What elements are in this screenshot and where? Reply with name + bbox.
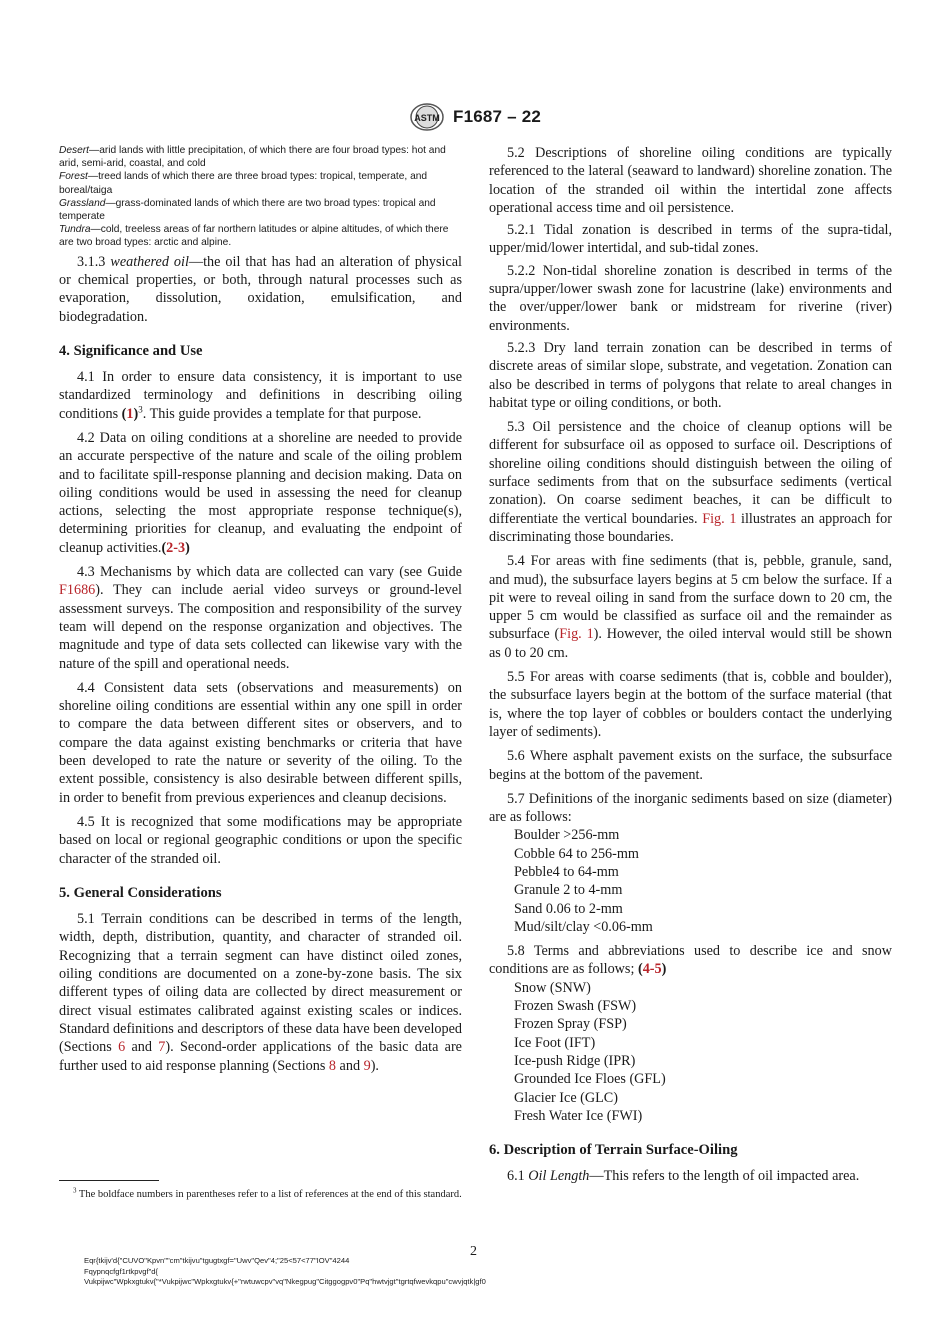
list-item: Pebble4 to 64-mm [514, 863, 619, 880]
definition-forest: Forest—treed lands of which there are three broad types: tropical, temperate, and boreal/taiga [59, 171, 428, 196]
list-item: Frozen Swash (FSW) [514, 998, 637, 1015]
guide-link-f1686[interactable]: F1686 [59, 582, 96, 599]
page-number: 2 [470, 1244, 477, 1259]
document-id: F1687 – 22 [452, 107, 541, 126]
list-item: Sand 0.06 to 2-mm [514, 900, 623, 917]
section-link-8[interactable]: 8 [328, 1057, 336, 1074]
paragraph-5-7: 5.7 Definitions of the inorganic sediments based on size (diameter) are as follows: [489, 790, 892, 826]
paragraph-3-1-3: 3.1.3 weathered oil—the oil that has had an alteration of physical or chemical properties, or both, through natural processes such as evaporation, dissolution, oxidation, emulsification, and biodegradation. [59, 253, 462, 325]
paragraph-5-2-3: 5.2.3 Dry land terrain zonation can be described in terms of discrete areas of similar slope, substrate, and vegetation. Zonation can also be described in terms of polygons that relate to areal changes in habitat type or oiling conditions, or both. [489, 339, 892, 411]
list-item: Grounded Ice Floes (GFL) [514, 1071, 666, 1088]
list-item: Frozen Spray (FSP) [514, 1016, 627, 1033]
paragraph-4-4: 4.4 Consistent data sets (observations and measurements) on shoreline oiling conditions are essential within any one spill in order to compare the data between different sites or observers, and to compare the data against existing benchmarks or criteria that have been developed to rate the nature or severity of the oiling. To the extent possible, consistency is also desirable between different spills, in order to benefit from previous experiences and cleanup decisions. [59, 679, 462, 806]
paragraph-5-1: 5.1 Terrain conditions can be described in terms of the length, width, depth, distribution, quantity, and character of stranded oil. Recognizing that a terrain segment can have distinct oiled zones, oiling conditions are documented on a zone-by-zone basis. The six different types of oiling data are collected by direct measurement or direct visual estimates calibrated against existing scales or indices. Standard definitions and descriptors of these data have been developed (Sections 6 and 7). Second-order applications of the basic data are further used to aid response planning (Sections 8 and 9). [59, 911, 462, 1074]
left-column [59, 144, 462, 1075]
section-link-6[interactable]: 6 [118, 1039, 126, 1056]
paragraph-5-8: 5.8 Terms and abbreviations used to describe ice and snow conditions are as follows; (4-5) [489, 943, 892, 978]
section-link-7[interactable]: 7 [158, 1039, 166, 1056]
section-link-9[interactable]: 9 [363, 1057, 371, 1074]
list-item: Boulder >256-mm [514, 827, 620, 844]
page-header [0, 100, 950, 134]
terrain-definitions [59, 144, 462, 250]
reference-link-1[interactable]: 1 [126, 405, 134, 422]
paragraph-4-2: 4.2 Data on oiling conditions at a shoreline are needed to provide an accurate perspective of the nature and scale of the oiling problem and to facilitate spill-response planning and decision making. Data on oiling conditions would be used in assessing the need for cleanup actions, selecting the most appropriate response technique(s), determining priorities for cleanup, and evaluating the endpoint of cleanup activities.(2-3) [59, 430, 462, 556]
license-watermark [84, 1256, 486, 1288]
svg-text:ASTM: ASTM [414, 113, 440, 123]
list-item: Fresh Water Ice (FWI) [514, 1107, 643, 1124]
section-6-heading: 6. Description of Terrain Surface-Oiling [489, 1142, 738, 1159]
sediment-size-list [489, 826, 892, 936]
list-item: Granule 2 to 4-mm [514, 882, 623, 899]
astm-logo-icon [409, 102, 445, 132]
list-item: Glacier Ice (GLC) [514, 1089, 618, 1106]
list-item: Mud/silt/clay <0.06-mm [514, 918, 653, 935]
list-item: Ice Foot (IFT) [514, 1034, 596, 1051]
paragraph-4-5: 4.5 It is recognized that some modifications may be appropriate based on local or regional geographic conditions or upon the specific character of the stranded oil. [59, 813, 462, 867]
paragraph-5-2-2: 5.2.2 Non-tidal shoreline zonation is described in terms of the supra/upper/lower swash zone for lacustrine (lake) environments and the over/upper/lower bank or midstream for riverine (river) environments. [489, 262, 892, 334]
ice-terms-list [489, 979, 892, 1125]
definition-tundra: Tundra—cold, treeless areas of far northern latitudes or alpine altitudes, of which there are two broad types: arctic and alpine. [59, 224, 449, 249]
list-item: Ice-push Ridge (IPR) [514, 1052, 636, 1069]
license-line: Eqr{tkijv'd{"CUVO"Kpvn""cm"tkijvu"tgugtxgf="Uwv"Qev"4;"25<57<77"IOV"4244 [84, 1256, 350, 1265]
right-column [489, 144, 892, 1186]
definition-desert: Desert—arid lands with little precipitation, of which there are four broad types: hot and arid, semi-arid, coastal, and cold [59, 145, 446, 170]
paragraph-5-2-1: 5.2.1 Tidal zonation is described in terms of the supra-tidal, upper/mid/lower intertidal, and sub-tidal zones. [489, 222, 892, 257]
footnote: $^3$ The boldface numbers in parentheses refer to a list of references at the end of this standard. [73, 1186, 462, 1200]
paragraph-5-4: 5.4 For areas with fine sediments (that is, pebble, granule, sand, and mud), the subsurface layers begins at 5 cm below the surface. If a pit were to reveal oiling in sand from the surface down to 20 cm, the upper 5 cm would be classified as surface oil and the remainder as subsurface (Fig. 1). However, the oiled interval would still be shown as 0 to 20 cm. [489, 553, 892, 661]
paragraph-4-1: 4.1 In order to ensure data consistency, it is important to use standardized terminology and definitions in describing oiling conditions $(1)^3$. This guide provides a template for that purpose. [59, 369, 462, 422]
paragraph-5-5: 5.5 For areas with coarse sediments (that is, cobble and boulder), the subsurface layers begin at the bottom of the surface material (that is, where the top layer of cobbles or boulders contact the underlying layer of sediments). [489, 669, 892, 740]
reference-link-4-5[interactable]: 4-5 [642, 961, 662, 978]
footnote-marker: 3 [138, 403, 143, 414]
list-item: Snow (SNW) [514, 979, 591, 996]
footnote-divider [59, 1180, 159, 1181]
paragraph-5-2: 5.2 Descriptions of shoreline oiling conditions are typically referenced to the lateral (seaward to landward) shoreline zonation. The location of the stranded oil within the intertidal zone affects operational access time and oil persistence. [489, 145, 892, 216]
license-line: Vukpijwc"Wpkxgtukv{"*Vukpijwc"Wpkxgtukv{+"rwtuwcpv"vq"Nkegpug"Citggogpv0"Pq"hwtvjgt"tgrtqfwevkqpu"cwvjqtk|gf0 [84, 1277, 486, 1286]
paragraph-5-3: 5.3 Oil persistence and the choice of cleanup options will be different for subsurface oil as opposed to surface oil. Descriptions of shoreline oiling conditions should distinguish between the oiling of surface sediments from that on the subsurface sediments (vertical zonation). On coarse sediment beaches, it can be difficult to differentiate the vertical boundaries. Fig. 1 illustrates an approach for discriminating those boundaries. [489, 419, 892, 545]
paragraph-4-3: 4.3 Mechanisms by which data are collected can vary (see Guide F1686). They can include aerial video surveys or ground-level assessment surveys. The composition and responsibility of the survey team will depend on the response organization and objectives. The magnitude and type of data sets collected can likewise vary with the nature of the spill and operational needs. [59, 564, 462, 672]
figure-link-1[interactable]: Fig. 1 [702, 510, 737, 527]
list-item: Cobble 64 to 256-mm [514, 845, 639, 862]
paragraph-6-1: 6.1 Oil Length—This refers to the length of oil impacted area. [507, 1168, 860, 1185]
paragraph-5-6: 5.6 Where asphalt pavement exists on the surface, the subsurface begins at the bottom of the pavement. [489, 748, 892, 783]
figure-link-1[interactable]: Fig. 1 [559, 626, 594, 643]
section-5-heading: 5. General Considerations [59, 884, 222, 901]
section-4-heading: 4. Significance and Use [59, 342, 203, 359]
reference-link-2-3[interactable]: 2-3 [166, 539, 186, 556]
license-line: Fqypnqcfgf1rtkpvgf"d{ [84, 1266, 159, 1276]
definition-grassland: Grassland—grass-dominated lands of which there are two broad types: tropical and temperate [59, 197, 436, 223]
